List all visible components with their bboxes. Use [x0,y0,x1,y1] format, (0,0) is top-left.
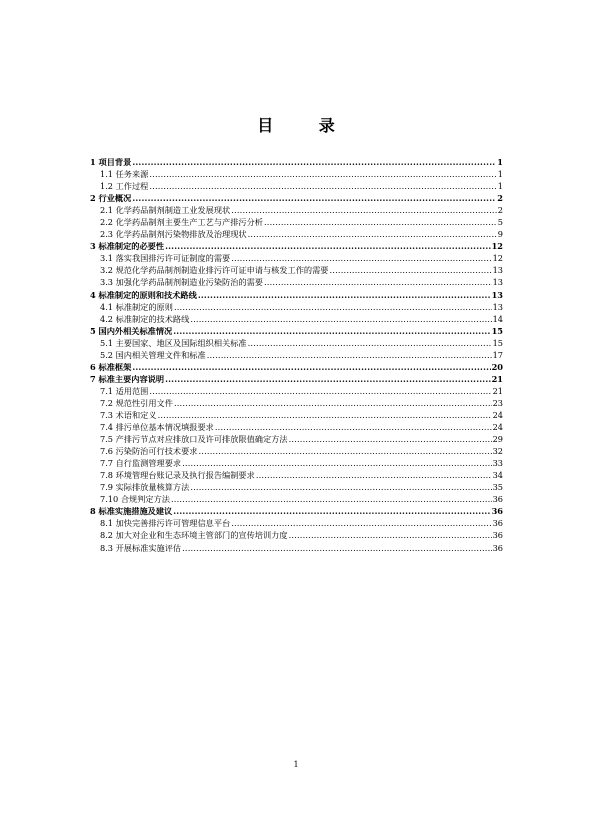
toc-leader-dots [132,192,496,204]
toc-leader-dots [256,469,492,481]
toc-page-number: 35 [492,482,503,493]
toc-page-number: 15 [491,325,503,336]
table-of-contents [90,156,503,554]
toc-leader-dots [231,204,497,216]
toc-leader-dots [289,529,492,541]
toc-entry-label: 7.6 污染防治可行技术要求 [100,446,198,457]
toc-page-number: 9 [497,229,503,240]
toc-entry-label: 7.5 产排污节点对应排放口及许可排放限值确定方法 [100,434,288,445]
toc-leader-dots [182,542,491,554]
toc-page-number: 1 [497,181,503,192]
toc-page-number: 13 [492,265,503,276]
toc-subsection-entry[interactable] [90,204,503,216]
toc-entry-label: 7.3 术语和定义 [100,409,157,420]
toc-page-number: 12 [491,241,503,252]
toc-subsection-entry[interactable] [90,252,503,264]
toc-leader-dots [149,385,491,397]
toc-leader-dots [132,156,496,168]
toc-section-entry[interactable] [90,361,503,373]
toc-entry-label: 7.10 合规判定方法 [100,494,170,505]
toc-entry-label: 5.1 主要国家、地区及国际组织相关标准 [100,337,247,348]
toc-page-number: 32 [492,446,503,457]
toc-entry-label: 1.2 工作过程 [100,181,149,192]
toc-subsection-entry[interactable] [90,457,503,469]
toc-entry-label: 8.3 开展标准实施评估 [100,542,182,553]
toc-leader-dots [264,216,497,228]
toc-page-number: 2 [497,193,503,204]
toc-page-number: 13 [491,289,503,300]
toc-leader-dots [174,397,492,409]
toc-subsection-entry[interactable] [90,349,503,361]
toc-leader-dots [190,313,491,325]
toc-subsection-entry[interactable] [90,168,503,180]
toc-subsection-entry[interactable] [90,264,503,276]
toc-page-number: 36 [491,506,503,517]
toc-section-entry[interactable] [90,240,503,252]
toc-page-number: 12 [492,253,503,264]
toc-page-number: 36 [492,542,503,553]
toc-page-number: 13 [492,301,503,312]
toc-section-entry[interactable] [90,325,503,337]
toc-section-entry[interactable] [90,373,503,385]
toc-subsection-entry[interactable] [90,216,503,228]
toc-page-number: 23 [492,397,503,408]
toc-subsection-entry[interactable] [90,481,503,493]
toc-subsection-entry[interactable] [90,337,503,349]
toc-leader-dots [174,301,492,313]
toc-entry-label: 7.7 自行监测管理要求 [100,458,182,469]
toc-leader-dots [165,240,491,252]
toc-entry-label: 7.4 排污单位基本情况填报要求 [100,422,214,433]
toc-section-entry[interactable] [90,156,503,168]
toc-leader-dots [158,409,492,421]
toc-entry-label: 8 标准实施措施及建议 [90,506,173,517]
toc-page-number: 21 [491,373,503,384]
toc-entry-label: 2.2 化学药品制剂主要生产工艺与产排污分析 [100,217,263,228]
toc-subsection-entry[interactable] [90,517,503,529]
toc-leader-dots [248,337,492,349]
toc-subsection-entry[interactable] [90,276,503,288]
toc-section-entry[interactable] [90,192,503,204]
toc-entry-label: 8.1 加快完善排污许可管理信息平台 [100,518,231,529]
toc-subsection-entry[interactable] [90,493,503,505]
toc-page-number: 33 [492,458,503,469]
toc-subsection-entry[interactable] [90,409,503,421]
toc-leader-dots [149,168,496,180]
toc-entry-label: 7.1 适用范围 [100,385,149,396]
toc-page-number: 2 [497,205,503,216]
toc-leader-dots [264,276,492,288]
toc-leader-dots [173,505,490,517]
toc-leader-dots [198,289,491,301]
toc-leader-dots [165,373,491,385]
toc-leader-dots [190,481,491,493]
toc-entry-label: 2.1 化学药品制剂制造工业发展现状 [100,205,231,216]
toc-page-number: 1 [497,157,503,167]
toc-entry-label: 6 标准框架 [90,361,132,372]
toc-leader-dots [215,421,492,433]
toc-subsection-entry[interactable] [90,313,503,325]
toc-subsection-entry[interactable] [90,301,503,313]
toc-page-number: 13 [492,277,503,288]
toc-page-number: 34 [492,470,503,481]
toc-entry-label: 1.1 任务来源 [100,169,149,180]
toc-subsection-entry[interactable] [90,397,503,409]
toc-page-number: 24 [492,422,503,433]
toc-entry-label: 5 国内外相关标准情况 [90,325,173,336]
toc-leader-dots [231,517,491,529]
toc-section-entry[interactable] [90,505,503,517]
toc-subsection-entry[interactable] [90,445,503,457]
toc-page-number: 36 [492,530,503,541]
toc-entry-label: 7.2 规范性引用文件 [100,397,173,408]
toc-entry-label: 2 行业概况 [90,193,132,204]
page-title: 目 录 [257,116,355,135]
toc-leader-dots [231,252,491,264]
toc-leader-dots [132,361,490,373]
toc-section-entry[interactable] [90,289,503,301]
toc-entry-label: 3.1 落实我国排污许可证制度的需要 [100,253,231,264]
page-number: 1 [293,760,299,769]
toc-page-number: 14 [492,313,503,324]
toc-page-number: 15 [492,337,503,348]
toc-entry-label: 4 标准制定的原则和技术路线 [90,289,197,300]
toc-entry-label: 5.2 国内相关管理文件和标准 [100,349,206,360]
toc-entry-label: 7.8 环境管理台账记录及执行报告编制要求 [100,470,255,481]
toc-entry-label: 7.9 实际排放量核算方法 [100,482,190,493]
toc-entry-label: 3 标准制定的必要性 [90,241,165,252]
toc-entry-label: 2.3 化学药品制剂污染物排放及治理现状 [100,229,247,240]
toc-page-number: 1 [497,169,503,180]
toc-leader-dots [149,180,496,192]
toc-leader-dots [173,325,490,337]
toc-entry-label: 1 项目背景 [90,157,132,167]
toc-subsection-entry[interactable] [90,385,503,397]
toc-page-number: 36 [492,518,503,529]
toc-page-number: 29 [492,434,503,445]
toc-entry-label: 4.1 标准制定的原则 [100,301,173,312]
toc-page-number: 17 [492,349,503,360]
toc-leader-dots [207,349,492,361]
toc-entry-label: 3.3 加强化学药品制剂制造业污染防治的需要 [100,277,263,288]
toc-subsection-entry[interactable] [90,180,503,192]
toc-page-number: 20 [491,361,503,372]
toc-leader-dots [289,433,492,445]
toc-subsection-entry[interactable] [90,542,503,554]
toc-page-number: 36 [492,494,503,505]
toc-page-number: 21 [492,385,503,396]
toc-subsection-entry[interactable] [90,421,503,433]
toc-leader-dots [330,264,492,276]
toc-leader-dots [171,493,492,505]
toc-entry-label: 3.2 规范化学药品制剂制造业排污许可证申请与核发工作的需要 [100,265,329,276]
toc-subsection-entry[interactable] [90,433,503,445]
toc-leader-dots [248,228,497,240]
toc-leader-dots [182,457,491,469]
toc-subsection-entry[interactable] [90,469,503,481]
toc-entry-label: 4.2 标准制定的技术路线 [100,313,190,324]
toc-page-number: 5 [497,217,503,228]
toc-leader-dots [199,445,492,457]
toc-page-number: 24 [492,409,503,420]
toc-subsection-entry[interactable] [90,228,503,240]
toc-subsection-entry[interactable] [90,529,503,541]
toc-entry-label: 8.2 加大对企业和生态环境主管部门的宣传培训力度 [100,530,288,541]
toc-entry-label: 7 标准主要内容说明 [90,373,165,384]
